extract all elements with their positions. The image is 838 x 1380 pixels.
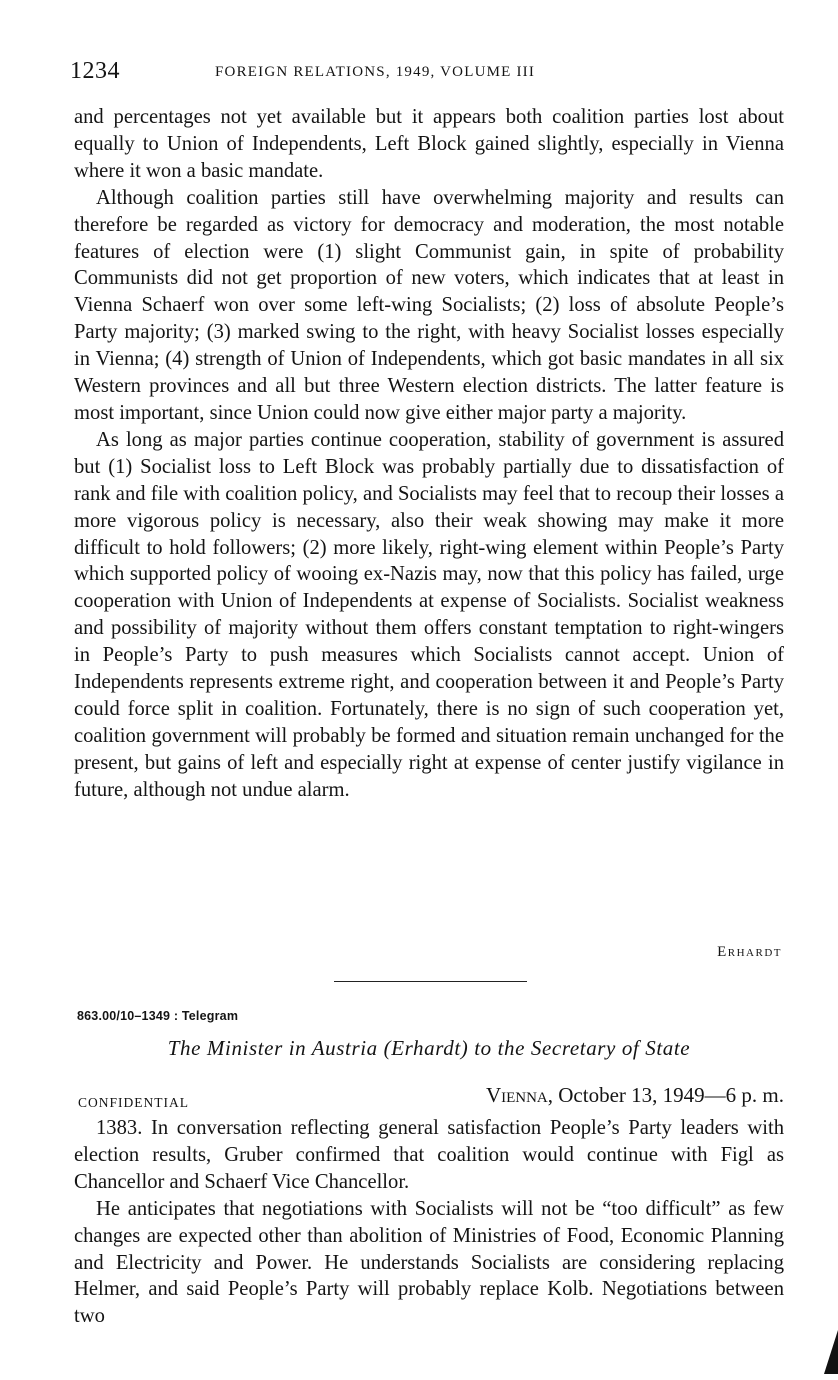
telegram-paragraph-1383: 1383. In conversation reflecting general satisfaction People’s Party leaders with election results, Gruber confirmed that coalition would continue with Figl as Chancellor and Schaerf Vice Chancellor. — [74, 1117, 784, 1193]
previous-telegram-body — [74, 104, 784, 804]
paragraph-government-stability: As long as major parties continue cooperation, stability of government is assured but (1) Socialist loss to Left Block was probably partially due to dissatisfaction of rank and file with coalition policy, and Socialists may feel that to recoup their losses a more vigorous policy is necessary, also their weak showing may make it more difficult to hold followers; (2) more likely, right-wing element within People’s Party which supported policy of wooing ex-Nazis may, now that this policy has failed, urge cooperation with Union of Independents at expense of Socialists. Socialist weakness and possibility of majority without them offers constant temptation to right-wingers in People’s Party to push measures which Socialists cannot accept. Union of Independents represents extreme right, and cooperation between it and People’s Party could force split in coalition. Fortunately, there is no sign of such cooperation yet, coalition government will probably be formed and situation remain unchanged for the present, but gains of left and especially right at expense of center justify vigilance in future, although not undue alarm. — [74, 428, 784, 801]
page-edge-mark — [824, 1330, 838, 1374]
paragraph-election-features: Although coalition parties still have overwhelming majority and results can therefore be regarded as victory for democracy and moderation, the most notable features of election were (1) slight Communist gain, in spite of probability Communists did not get proportion of new voters, which indicates that at least in Vienna Schaerf won over some left-wing Socialists; (2) loss of absolute People’s Party majority; (3) marked swing to the right, with heavy Socialist losses especially in Vienna; (4) strength of Union of Independents, which got basic mandates in all six Western provinces and all but three Western election districts. The latter feature is most important, since Union could now give either major party a majority. — [74, 186, 784, 424]
running-head: FOREIGN RELATIONS, 1949, VOLUME III — [215, 64, 536, 80]
section-divider — [334, 981, 527, 982]
document-title: The Minister in Austria (Erhardt) to the Secretary of State — [167, 1036, 691, 1060]
dateline-place: Vienna, — [485, 1083, 554, 1107]
page-number: 1234 — [70, 58, 120, 84]
telegram-paragraph-negotiations: He anticipates that negotiations with Socialists will not be “too difficult” as few changes are expected other than abolition of Ministries of Food, Economic Planning and Electricity and Power. He understands Socialists are considering replacing Helmer, and said People’s Party will probably replace Kolb. Negotiations between two — [74, 1197, 784, 1328]
telegram-body — [74, 1115, 784, 1330]
dateline — [486, 1083, 784, 1108]
page-header — [70, 58, 780, 90]
signature: Erhardt — [717, 944, 782, 960]
classification-label: CONFIDENTIAL — [78, 1095, 189, 1110]
paragraph-continuation: and percentages not yet available but it appears both coalition parties lost about equally to Union of Independents, Left Block gained slightly, especially in Vienna where it won a basic mandate. — [74, 106, 784, 182]
file-reference: 863.00/10–1349 : Telegram — [77, 1009, 239, 1023]
dateline-date: October 13, 1949—6 p. m. — [558, 1083, 784, 1107]
